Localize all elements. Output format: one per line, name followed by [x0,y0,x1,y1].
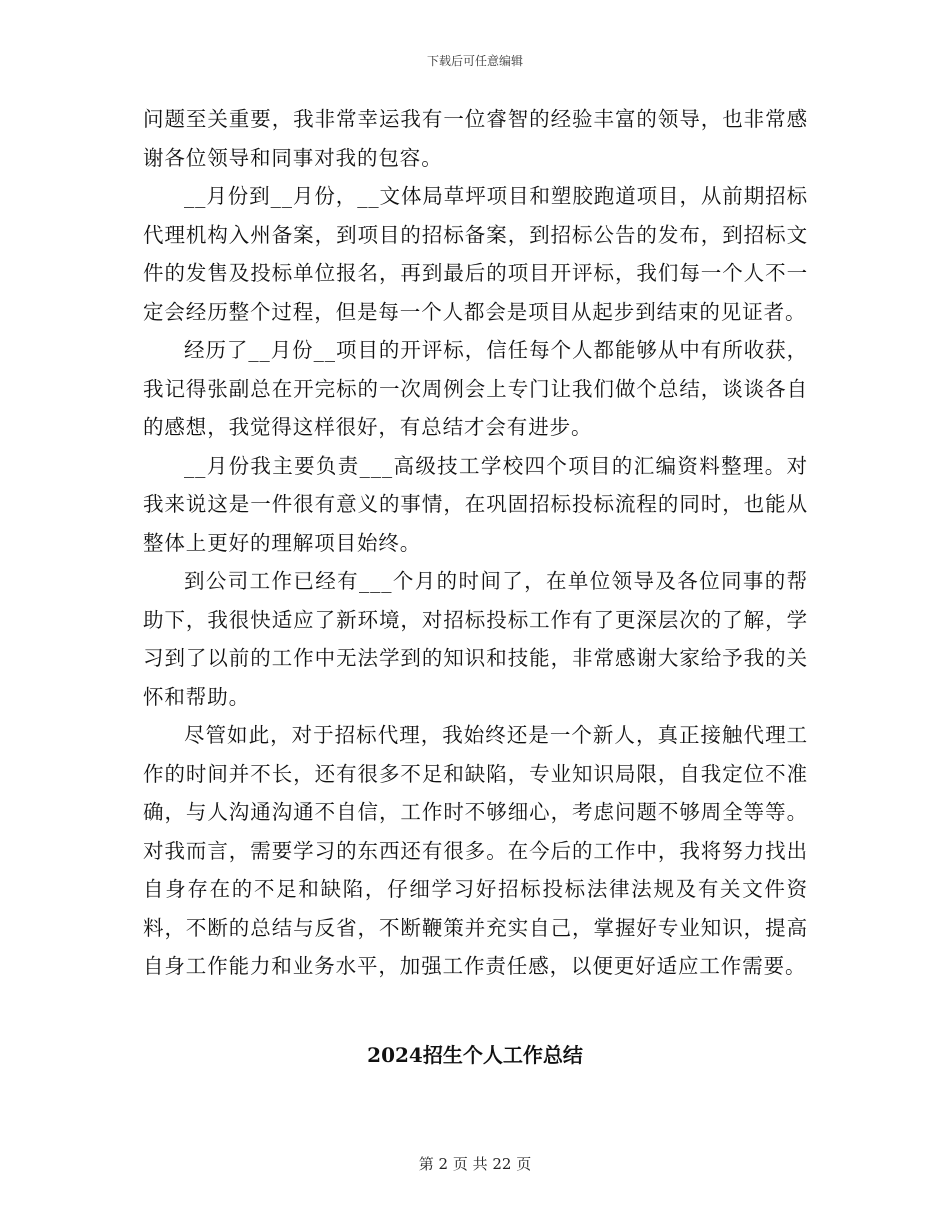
paragraph-continued: 问题至关重要，我非常幸运我有一位睿智的经验丰富的领导，也非常感谢各位领导和同事对我的包容。 [143,107,808,170]
document-body [143,100,808,986]
paragraph-bid-evaluation: 经历了__月份__项目的开评标，信任每个人都能够从中有所收获，我记得张副总在开完标的一次周例会上专门让我们做个总结，谈谈各自的感想，我觉得这样很好，有总结才会有进步。 [143,338,808,439]
page-number-footer: 第 2 页 共 22 页 [418,1155,532,1173]
paragraph-adaptation: 到公司工作已经有___个月的时间了，在单位领导及各位同事的帮助下，我很快适应了新环境，对招标投标工作有了更深层次的了解，学习到了以前的工作中无法学到的知识和技能，非常感谢大家给予我的关怀和帮助。 [143,569,808,709]
section-title: 2024招生个人工作总结 [367,1043,583,1067]
paragraph-project-process: __月份到__月份，__文体局草坪项目和塑胶跑道项目，从前期招标代理机构入州备案，到项目的招标备案，到招标公告的发布，到招标文件的发售及投标单位报名，再到最后的项目开评标，我们每一个人不一定会经历整个过程，但是每一个人都会是项目从起步到结束的见证者。 [143,184,808,324]
page-header-note: 下载后可任意编辑 [426,54,523,68]
paragraph-self-improvement: 尽管如此，对于招标代理，我始终还是一个新人，真正接触代理工作的时间并不长，还有很多不足和缺陷，专业知识局限，自我定位不准确，与人沟通沟通不自信，工作时不够细心，考虑问题不够周全等等。对我而言，需要学习的东西还有很多。在今后的工作中，我将努力找出自身存在的不足和缺陷，仔细学习好招标投标法律法规及有关文件资料，不断的总结与反省，不断鞭策并充实自己，掌握好专业知识，提高自身工作能力和业务水平，加强工作责任感，以便更好适应工作需要。 [143,723,808,978]
paragraph-document-compilation: __月份我主要负责___高级技工学校四个项目的汇编资料整理。对我来说这是一件很有意义的事情，在巩固招标投标流程的同时，也能从整体上更好的理解项目始终。 [143,453,808,555]
